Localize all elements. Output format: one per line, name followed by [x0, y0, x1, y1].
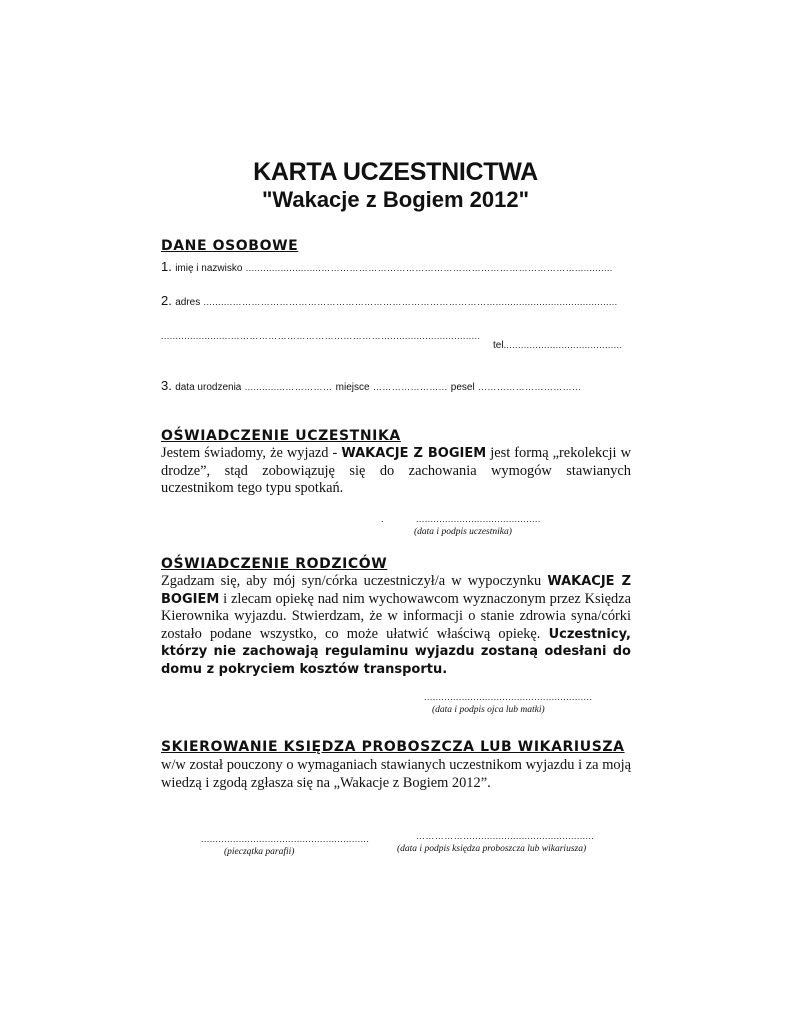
participant-signature-caption: (data i podpis uczestnika): [414, 527, 512, 537]
pesel-label: pesel: [450, 382, 475, 393]
address-label: adres: [175, 297, 201, 308]
page-title: KARTA UCZESTNICTWA: [253, 158, 538, 186]
address-line2-field[interactable]: [161, 328, 480, 342]
participant-statement: [161, 445, 631, 498]
field-number: 3.: [161, 378, 172, 393]
phone-label: tel.: [493, 340, 507, 351]
participant-signature-line[interactable]: ...........................................: [416, 514, 541, 524]
parents-signature-line[interactable]: ..........................................................: [424, 692, 593, 702]
section-heading-parents: OŚWIADCZENIE RODZICÓW: [161, 556, 388, 572]
phone-dotted-line: ........................................: [506, 340, 623, 350]
parents-text-1: Zgadzam się, aby mój syn/córka uczestniczył/a w wypoczynku: [161, 573, 548, 589]
parish-stamp-line[interactable]: ..........................................................: [201, 834, 370, 844]
participant-text-end: jest formą „rekolekcji w drodze”, stąd zobowiązuję się do zachowania wymogów stawianych uczestnikom tego typu spotkań.: [161, 445, 631, 496]
priest-statement: w/w został pouczony o wymaganiach stawianych uczestnikom wyjazdu i za moją wiedzą i zgodą zgłasza się na „Wakacje z Bogiem 2012”.: [161, 757, 631, 791]
birth-place-label: miejsce: [335, 382, 370, 393]
pesel-dotted-line: ……………………………: [478, 382, 582, 392]
trip-name-bold: WAKACJE Z BOGIEM: [161, 574, 631, 607]
birth-date-dotted-line: ..............……………: [244, 382, 333, 392]
name-label: imię i nazwisko: [175, 263, 243, 274]
parents-statement: [161, 573, 631, 678]
trip-name-bold: WAKACJE Z BOGIEM: [341, 446, 487, 461]
birth-place-dotted-line: …………………...: [372, 382, 448, 392]
parish-stamp-caption: (pieczątka parafii): [224, 847, 295, 857]
priest-signature-caption: (data i podpis księdza proboszcza lub wikariusza): [397, 844, 587, 854]
phone-field[interactable]: [493, 337, 622, 351]
parents-signature-caption: (data i podpis ojca lub matki): [432, 705, 545, 715]
participant-mark: .: [381, 514, 384, 524]
participant-text-start: Jestem świadomy, że wyjazd -: [161, 445, 342, 461]
parents-rules-bold: Uczestnicy, którzy nie zachowają regulaminu wyjazdu zostaną odesłani do domu z pokryciem kosztów transportu.: [161, 626, 631, 677]
priest-signature-line[interactable]: ………………..........................................: [416, 831, 595, 841]
field-number: 2.: [161, 293, 172, 308]
parents-text-2: i zlecam opiekę nad nim wychowawcom wyznaczonym przez Księdza Kierownika wyjazdu. Stwierdzam, że w informacji o stanie zdrowia syna/córki zostało podane wszystko, co może ułatwić właściwą opiekę.: [161, 590, 631, 642]
name-dotted-line: ..........................……………………………………………………………………….............: [245, 263, 613, 273]
page-subtitle: "Wakacje z Bogiem 2012": [261, 187, 530, 212]
birth-date-label: data urodzenia: [175, 382, 242, 393]
birth-field[interactable]: [161, 378, 581, 393]
section-heading-priest: SKIEROWANIE KSIĘDZA PROBOSZCZA LUB WIKARIUSZA: [161, 739, 625, 755]
section-heading-personal: DANE OSOBOWE: [161, 238, 299, 254]
field-number: 1.: [161, 259, 172, 274]
name-field[interactable]: [161, 259, 613, 274]
address-line2-dotted-line: ........................……………………………………………...............................: [161, 331, 481, 341]
address-dotted-line: ..........…………………………………………………………………………..........................................: [203, 297, 618, 307]
section-heading-participant: OŚWIADCZENIE UCZESTNIKA: [161, 428, 401, 444]
address-field[interactable]: [161, 293, 618, 308]
